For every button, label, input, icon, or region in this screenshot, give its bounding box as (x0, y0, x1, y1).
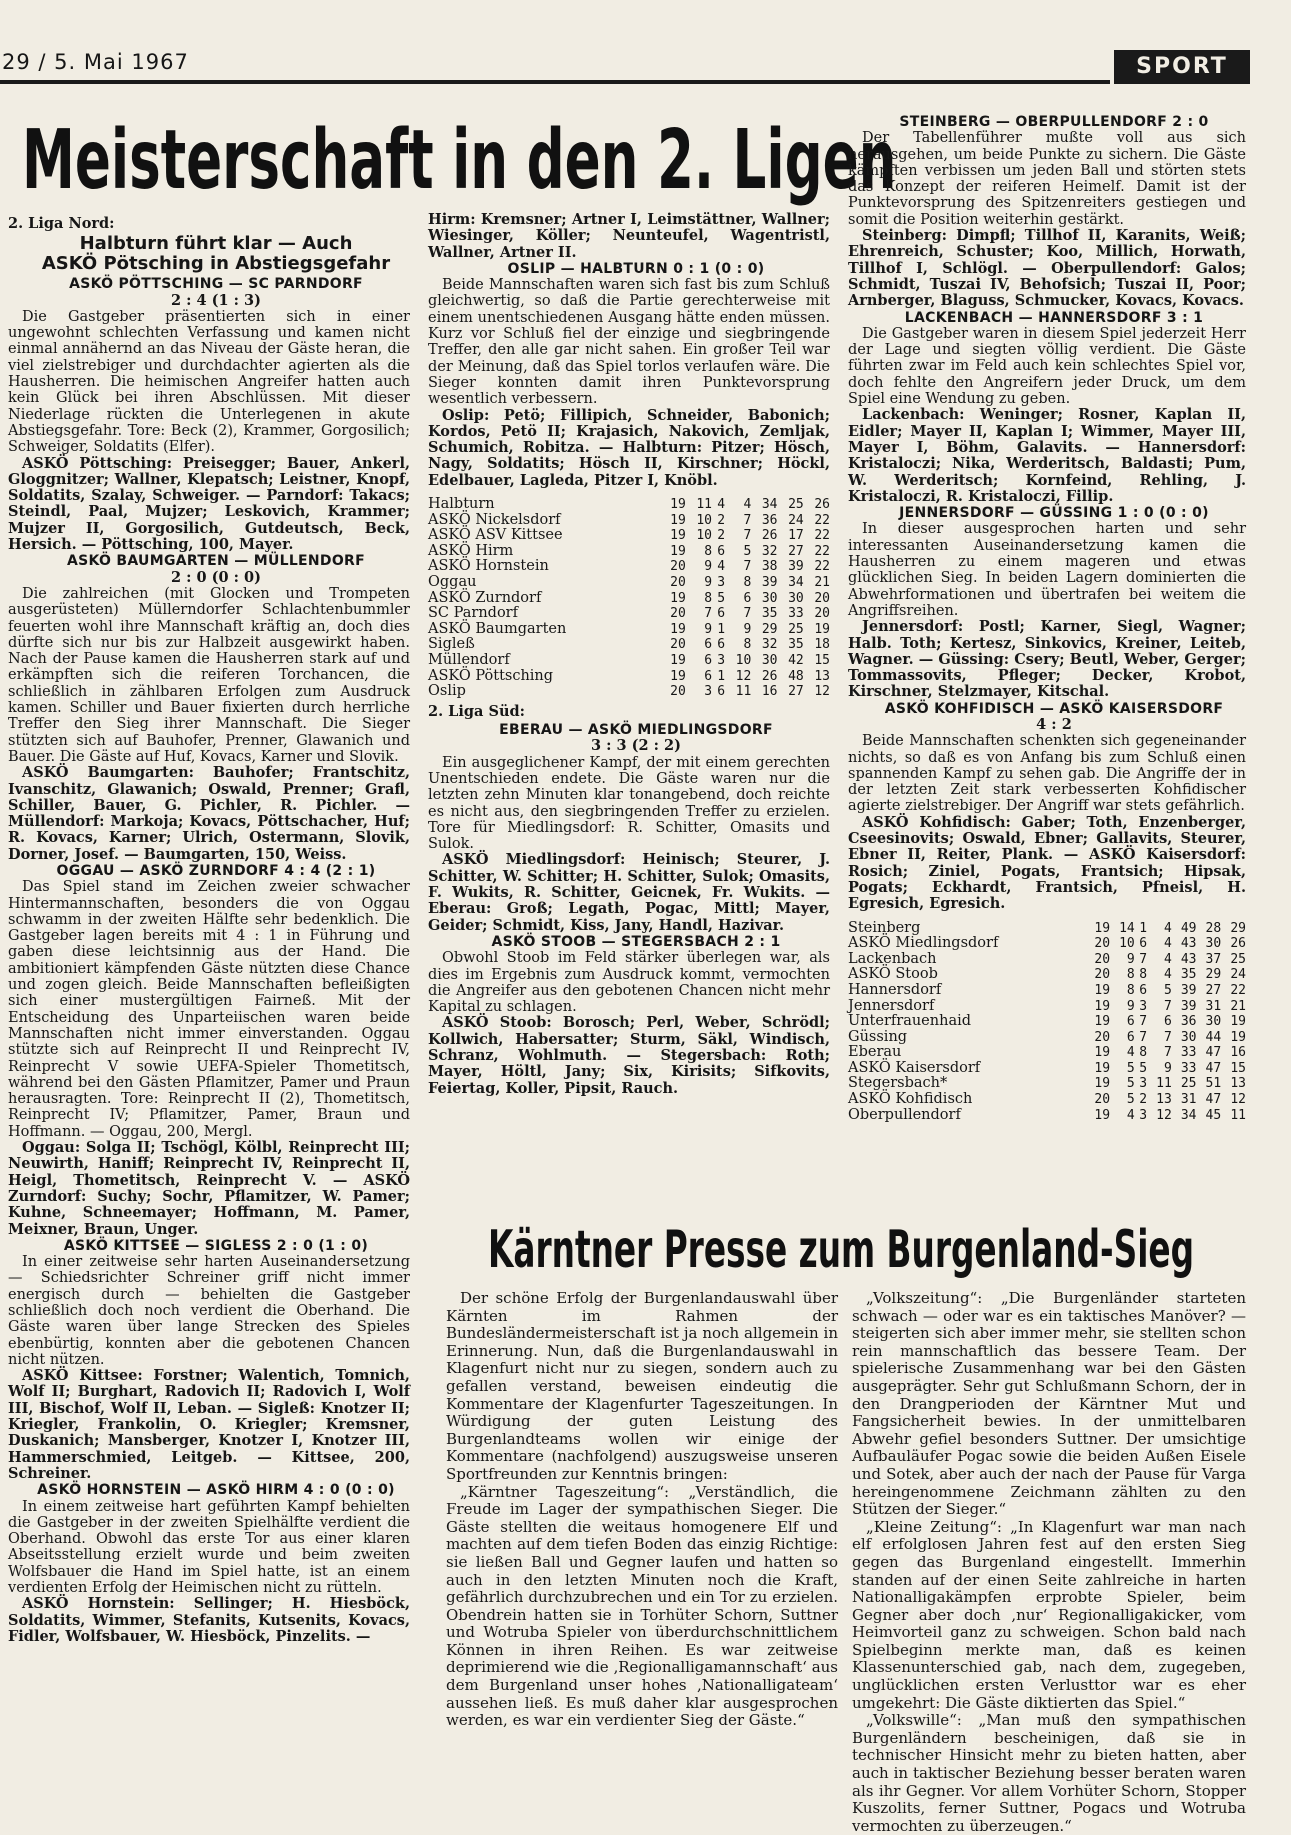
presse-column-1 (446, 1290, 838, 1730)
match-score: 4 : 2 (1036, 715, 1072, 733)
team-name: Oggau (428, 574, 477, 591)
team-name: Hannersdorf (848, 981, 942, 998)
team-name: ASKÖ Kaisersdorf (848, 1059, 981, 1076)
standings-value: 39 (788, 559, 804, 575)
standings-value: 33 (1180, 1060, 1197, 1076)
standings-value: 10 (735, 652, 752, 668)
standings-value: 19 (1094, 920, 1111, 936)
standings-value: 2 (1139, 1092, 1148, 1108)
standings-value: 32 (761, 637, 778, 653)
standings-value: 4 (1163, 951, 1172, 967)
standings-value: 11 (735, 684, 752, 700)
standings-value: 18 (814, 637, 830, 653)
presse-headline: Kärntner Presse zum Burgenland-Sieg (488, 1220, 1195, 1280)
standings-value: 30 (1180, 1029, 1197, 1045)
match-lineup: Oggau: Solga II; Tschögl, Kölbl, Reinprecht III; Neuwirth, Haniff; Reinprecht IV, Reinprecht II, Heigl, Thometitsch, Reinprecht V. — ASKÖ Zurndorf: Suchy; Sochr, Pflamitzer, W. Pamer; Kuhne, Schneemayer; Hoffmann, M. Pamer, Meixner, Braun, Unger. (8, 1139, 410, 1238)
standings-row (428, 637, 830, 653)
match-report: Die Gastgeber präsentierten sich in einer ungewohnt schlechten Verfassung und kamen nicht einmal annähernd an das Niveau der Gäste heran, die viel zielstrebiger und durchdachter agierten als die Hausherren. Die heimischen Angreifer hatten auch kein Glück bei ihren Abschlüssen. Mit dieser Niederlage rückten die Unterlegenen in akute Abstiegsgefahr. Tore: Beck (2), Krammer, Gorgosilich; Schweiger, Soldatits (Elfer). (8, 308, 410, 456)
standings-row (848, 1076, 1246, 1092)
team-name: ASKÖ Miedlingsdorf (848, 935, 999, 952)
standings-value: 4 (1163, 936, 1172, 952)
standings-value: 6 (717, 684, 726, 700)
standings-value: 1 (717, 621, 726, 637)
standings-value: 4 (1126, 1045, 1135, 1061)
standings-value: 20 (670, 637, 686, 653)
standings-value: 19 (1094, 1076, 1111, 1092)
standings-value: 8 (1126, 967, 1135, 983)
standings-value: 30 (1205, 1014, 1222, 1030)
match-lineup: ASKÖ Miedlingsdorf: Heinisch; Steurer, J. Schitter, W. Schitter; H. Schitter, Sulok; Omasits, F. Wukits, R. Schitter, Geicnek, Fr. Wukits. — Eberau: Groß; Legath, Pogac, Mittl; Mayer, Geider; Schmidt, Kiss, Jany, Handl, Hazivar. (428, 851, 830, 934)
standings-value: 3 (1139, 1107, 1148, 1123)
standings-value: 20 (1094, 936, 1111, 952)
standings-value: 5 (1163, 982, 1172, 998)
standings-value: 48 (788, 668, 804, 684)
standings-value: 35 (761, 606, 778, 622)
match-report: Die Gastgeber waren in diesem Spiel jederzeit Herr der Lage und siegten völlig verdient. Die Gäste führten zwar im Feld auch kein schlechtes Spiel vor, doch fehlte den Angreifern jeder Druck, um dem Spiel eine Wendung zu geben. (848, 325, 1246, 408)
standings-value: 34 (1180, 1107, 1197, 1123)
match-title: OSLIP — HALBTURN 0 : 1 (0 : 0) (507, 260, 765, 277)
standings-value: 47 (1205, 1092, 1222, 1108)
team-name: ASKÖ Baumgarten (428, 620, 567, 637)
standings-value: 30 (761, 652, 778, 668)
standings-value: 29 (1205, 967, 1222, 983)
standings-value: 4 (1126, 1107, 1135, 1123)
standings-value: 19 (1094, 1045, 1111, 1061)
standings-value: 20 (1094, 1092, 1111, 1108)
standings-value: 6 (1126, 1029, 1135, 1045)
standings-row (848, 952, 1246, 968)
team-name: Müllendorf (428, 651, 510, 668)
standings-value: 19 (1230, 1014, 1246, 1030)
standings-value: 30 (1205, 936, 1222, 952)
team-name: ASKÖ Zurndorf (428, 589, 542, 606)
standings-value: 7 (1139, 1029, 1148, 1045)
standings-value: 4 (1163, 967, 1172, 983)
standings-row (848, 1030, 1246, 1046)
standings-value: 38 (761, 559, 778, 575)
match-report: Das Spiel stand im Zeichen zweier schwacher Hintermannschaften, besonders die von Oggau schwamm in der zweiten Hälfte sehr bedenklich. Die Gastgeber lagen bereits mit 4 : 1 in Führung und gaben diese leichtsinnig aus der Hand. Die ambitioniert kämpfenden Gäste nützten diese Chance und zogen gleich. Beide Mannschaften befleißigten sich einer mustergültigen Fairneß. Mit der Entscheidung des Unparteiischen waren beide Mannschaften nicht immer einverstanden. Oggau stützte sich auf Reinprecht II und Reinprecht IV, Reinprecht V sowie UEFA-Spieler Thometitsch, während bei den Gästen Pflamitzer, Pamer und Praun herausragten. Tore: Reinprecht II (2), Thometitsch, Reinprecht IV; Pflamitzer, Pamer, Braun und Hoffmann. — Oggau, 200, Mergl. (8, 879, 410, 1140)
standings-value: 26 (761, 528, 778, 544)
header-rule (0, 80, 1110, 84)
standings-value: 7 (1163, 1029, 1172, 1045)
presse-paragraph: „Kärntner Tageszeitung“: „Verständlich, die Freude im Lager der sympathischen Sieger. Die Gäste stellten die weitaus homogenere Elf und machten auf dem tiefen Boden das einzig Richtige: sie ließen Ball und Gegner laufen und hatten so auch in den letzten Minuten noch die Kraft, gefährlich durchzubrechen und ein Tor zu erzielen. Obendrein hatten sie in Torhüter Schorn, Suttner und Wotruba Spieler von überdurchschnittlichem Können in ihren Reihen. Es war zeitweise deprimierend wie die ‚Regionalligamannschaft‘ aus dem Burgenland unser hohes ‚Nationalligateam‘ aussehen ließ. Es muß daher klar ausgesprochen werden, es war ein verdienter Sieg der Gäste.“ (446, 1482, 838, 1730)
match-report: Obwohl Stoob im Feld stärker überlegen war, als dies im Ergebnis zum Ausdruck kommt, vermochten die Angreifer aus den gebotenen Chancen nicht mehr Kapital zu schlagen. (428, 950, 830, 1016)
standings-value: 3 (717, 652, 726, 668)
standings-value: 17 (788, 528, 804, 544)
team-name: Oslip (428, 683, 466, 700)
presse-paragraph: „Volkswille“: „Man muß den sympathischen Burgenländern bescheinigen, daß sie in technischer Hinsicht mehr zu bieten hatten, aber auch in taktischer Beziehung besser beraten waren als ihr Gegner. Vor allem Vorhüter Schorn, Stopper Kuszolits, ferner Suttner, Pogacs und Wotruba vermochten zu überzeugen.“ (852, 1711, 1246, 1835)
standings-value: 19 (670, 652, 686, 668)
match-report: Beide Mannschaften waren sich fast bis zum Schluß gleichwertig, so daß die Partie gerechterweise mit einem unentschiedenen Ausgang hätte enden müssen. Kurz vor Schluß fiel der einzige und siegbringende Treffer, den alle gar nicht sahen. Ein großer Teil war der Meinung, daß das Spiel torlos verlaufen wäre. Die Sieger konnten damit ihren Punktevorsprung wesentlich verbessern. (428, 277, 830, 408)
standings-row (428, 653, 830, 669)
team-name: Steinberg (848, 919, 921, 936)
team-name: Stegersbach* (848, 1075, 948, 1092)
standings-value: 6 (1139, 936, 1148, 952)
match-lineup: Lackenbach: Weninger; Rosner, Kaplan II, Eidler; Mayer II, Kaplan I; Wimmer, Mayer III, Mayer I, Böhm, Galavits. — Hannersdorf: Kristaloczi; Nika, Werderitsch, Baldasti; Pum, W. Werderitsch; Kornfeind, Rehling, J. Kristaloczi, R. Kristaloczi, Fillip. (848, 406, 1246, 505)
standings-table-nord (428, 497, 830, 700)
standings-value: 12 (735, 668, 752, 684)
team-name: ASKÖ ASV Kittsee (428, 527, 563, 544)
standings-value: 7 (743, 559, 752, 575)
standings-value: 7 (704, 606, 713, 622)
standings-value: 20 (1094, 1029, 1111, 1045)
standings-value: 25 (788, 497, 804, 513)
standings-value: 15 (814, 652, 830, 668)
column-3 (848, 114, 1246, 1127)
standings-value: 43 (1180, 951, 1197, 967)
team-name: Güssing (848, 1028, 908, 1045)
presse-column-2 (852, 1290, 1246, 1835)
match-report: Die zahlreichen (mit Glocken und Trompeten ausgerüsteten) Müllerndorfer Schlachtenbummler feuerten wohl ihre Mannschaft kräftig an, doch dies dürfte sich nur bis zur Halbzeit ausgewirkt haben. Nach der Pause kamen die Hausherren stark auf und erkämpften sich die reiferen Torchancen, die schließlich in zählbaren Erfolgen zum Ausdruck kamen. Schiller und Bauer fixierten durch herrliche Treffer den Sieg ihrer Mannschaft. Die Sieger stützten sich auf Bauhofer, Prenner, Glawanich und Bauer. Die Gäste auf Huf, Kovacs, Karner und Slovik. (8, 585, 410, 765)
match-lineup: Hirm: Kremsner; Artner I, Leimstättner, Wallner; Wiesinger, Köller; Neunteufel, Wagentristl, Wallner, Artner II. (428, 211, 830, 261)
standings-value: 36 (761, 512, 778, 528)
page-header (0, 50, 1250, 84)
team-name: SC Parndorf (428, 605, 518, 622)
standings-value: 19 (670, 512, 686, 528)
standings-value: 44 (1205, 1029, 1222, 1045)
standings-value: 25 (1230, 951, 1246, 967)
standings-value: 10 (696, 512, 713, 528)
standings-value: 6 (704, 668, 713, 684)
standings-value: 13 (1156, 1092, 1172, 1108)
standings-value: 25 (1180, 1076, 1197, 1092)
team-name: Unterfrauenhaid (848, 1013, 972, 1030)
standings-value: 39 (1180, 982, 1197, 998)
standings-row (848, 983, 1246, 999)
team-name: Oberpullendorf (848, 1106, 961, 1123)
standings-value: 20 (670, 684, 686, 700)
standings-row (848, 967, 1246, 983)
standings-row (428, 669, 830, 685)
standings-value: 6 (717, 606, 726, 622)
standings-value: 47 (1205, 1060, 1222, 1076)
standings-value: 21 (814, 575, 830, 591)
match-lineup: Oslip: Petö; Fillipich, Schneider, Babonich; Kordos, Petö II; Krajasich, Nakovich, Zemljak, Schumich, Robitza. — Halbturn: Pitzer; Hösch, Nagy, Soldatits; Hösch II, Kirschner; Höckl, Edelbauer, Lagleda, Pitzer I, Knöbl. (428, 406, 830, 489)
standings-value: 6 (717, 543, 726, 559)
standings-value: 19 (670, 668, 686, 684)
standings-table-sued (848, 921, 1246, 1124)
standings-row (428, 622, 830, 638)
standings-value: 7 (743, 528, 752, 544)
team-name: ASKÖ Hirm (428, 542, 514, 559)
match-title: LACKENBACH — HANNERSDORF 3 : 1 (904, 309, 1204, 326)
standings-value: 14 (1119, 920, 1135, 936)
match-lineup: Jennersdorf: Postl; Karner, Siegl, Wagner; Halb. Toth; Kertesz, Sinkovics, Kreiner, Leiteb, Wagner. — Güssing: Csery; Beutl, Weber, Gerger; Tommassovits, Pfleger; Decker, Krobot, Kirschner, Stelzmayer, Kitschal. (848, 618, 1246, 701)
standings-value: 9 (704, 575, 713, 591)
standings-value: 20 (1094, 967, 1111, 983)
standings-row (428, 684, 830, 700)
standings-value: 9 (1126, 998, 1135, 1014)
match-title: ASKÖ PÖTTSCHING — SC PARNDORF (69, 276, 363, 293)
standings-value: 31 (1180, 1092, 1197, 1108)
standings-value: 1 (717, 668, 726, 684)
standings-value: 5 (717, 590, 726, 606)
match-report: Der Tabellenführer mußte voll aus sich herausgehen, um beide Punkte zu sichern. Die Gäste kämpften verbissen um jeden Ball und störten stets das Konzept der reiferen Heimelf. Damit ist der Punktevorsprung des Spitzenreiters gestiegen und somit die Position weiterhin gestärkt. (848, 130, 1246, 228)
standings-value: 19 (814, 621, 830, 637)
standings-value: 20 (670, 559, 686, 575)
standings-value: 10 (696, 528, 713, 544)
standings-value: 9 (704, 559, 713, 575)
standings-value: 27 (788, 543, 804, 559)
match-lineup: ASKÖ Hornstein: Sellinger; H. Hiesböck, Soldatits, Wimmer, Stefanits, Kutsenits, Kovacs, Fidler, Wolfsbauer, W. Hiesböck, Pinzelits. — (8, 1595, 410, 1645)
standings-value: 20 (814, 590, 830, 606)
standings-value: 19 (670, 543, 686, 559)
standings-row (848, 1092, 1246, 1108)
standings-value: 25 (788, 621, 804, 637)
standings-value: 12 (1230, 1092, 1246, 1108)
section-label: SPORT (1114, 50, 1250, 84)
standings-value: 34 (761, 497, 778, 513)
standings-value: 8 (743, 575, 752, 591)
standings-value: 26 (1230, 936, 1246, 952)
standings-row (428, 591, 830, 607)
standings-value: 30 (788, 590, 804, 606)
standings-value: 9 (704, 621, 713, 637)
page-date: 29 / 5. Mai 1967 (2, 50, 189, 74)
match-report: Beide Mannschaften schenkten sich gegeneinander nichts, so daß es von Anfang bis zum Schluß einen spannenden Kampf zu sehen gab. Die Angriffe der in der letzten Zeit stark verbesserten Kohfidischer agierte zielstrebiger. Der Angriff war stets gefährlich. (848, 733, 1246, 815)
standings-value: 27 (788, 684, 804, 700)
standings-value: 19 (670, 621, 686, 637)
presse-paragraph: „Volkszeitung“: „Die Burgenländer starteten schwach — oder war es ein taktisches Manöver? — steigerten sich aber immer mehr, sie stellten schon rein mannschaftlich das bessere Team. Der spielerische Zusammenhang war bei den Gästen ausgeprägter. Sehr gut Schlußmann Schorn, der in den Drangperioden der Kärntner Mut und Fangsicherheit bewies. In der unmittelbaren Abwehr gefiel besonders Suttner. Der umsichtige Aufbauläufer Pogac sowie die beiden Außen Eisele und Sotek, aber auch der nach der Pause für Varga hereingenommene Zeichmann zählten zu den Stützen der Sieger.“ (852, 1289, 1246, 1519)
team-name: Lackenbach (848, 950, 937, 967)
standings-value: 31 (1205, 998, 1222, 1014)
standings-value: 26 (761, 668, 778, 684)
standings-value: 47 (1205, 1045, 1222, 1061)
standings-value: 43 (1180, 936, 1197, 952)
standings-value: 19 (1094, 1107, 1111, 1123)
standings-value: 37 (1205, 951, 1222, 967)
standings-value: 30 (761, 590, 778, 606)
standings-value: 5 (1126, 1076, 1135, 1092)
match-title: JENNERSDORF — GÜSSING 1 : 0 (0 : 0) (899, 505, 1209, 522)
subheadline-1: Halbturn führt klar — Auch (79, 233, 353, 255)
column-1 (8, 216, 410, 1645)
standings-value: 16 (761, 684, 778, 700)
standings-value: 22 (1230, 982, 1246, 998)
standings-value: 12 (1156, 1107, 1172, 1123)
column-2 (428, 212, 830, 1097)
standings-value: 28 (1205, 920, 1222, 936)
standings-value: 12 (814, 684, 830, 700)
team-name: Halbturn (428, 496, 495, 513)
standings-value: 19 (670, 528, 686, 544)
standings-value: 36 (1180, 1014, 1197, 1030)
team-name: ASKÖ Hornstein (428, 558, 549, 575)
match-lineup: Steinberg: Dimpfl; Tillhof II, Karanits, Weiß; Ehrenreich, Schuster; Koo, Millich, Horwath, Tillhof I, Schlögl. — Oberpullendorf: Galos; Schmidt, Tuszai IV, Behofsich; Tuszai II, Poor; Arnberger, Blaguss, Schmucker, Kovacs, Kovacs. (848, 227, 1246, 310)
standings-row (428, 528, 830, 544)
match-score: 2 : 0 (0 : 0) (170, 568, 262, 586)
standings-value: 24 (788, 512, 804, 528)
standings-value: 3 (704, 684, 713, 700)
match-title: STEINBERG — OBERPULLENDORF 2 : 0 (899, 114, 1209, 130)
standings-value: 6 (743, 590, 752, 606)
standings-value: 5 (1139, 1060, 1148, 1076)
standings-value: 8 (1139, 967, 1148, 983)
standings-value: 8 (704, 590, 713, 606)
standings-value: 4 (743, 497, 752, 513)
standings-value: 42 (788, 652, 804, 668)
standings-value: 6 (704, 637, 713, 653)
standings-value: 19 (1094, 1014, 1111, 1030)
team-name: Jennersdorf (848, 997, 935, 1014)
standings-value: 19 (1094, 982, 1111, 998)
match-lineup: ASKÖ Kohfidisch: Gaber; Toth, Enzenberger, Cseesinovits; Oswald, Ebner; Gallavits, Steurer, Ebner II, Reiter, Plank. — ASKÖ Kaisersdorf: Rosich; Ziniel, Pogats, Frantsich; Hipsak, Pogats; Eckhardt, Frantsich, Pfneisl, H. Egresich, Egresich. (848, 813, 1246, 913)
standings-value: 7 (1163, 1045, 1172, 1061)
standings-row (848, 921, 1246, 937)
standings-value: 10 (1119, 936, 1135, 952)
standings-value: 4 (717, 559, 726, 575)
standings-value: 26 (814, 497, 830, 513)
match-lineup: ASKÖ Kittsee: Forstner; Walentich, Tomnich, Wolf II; Burghart, Radovich II; Radovich I, Wolf III, Bischof, Wolf II, Leban. — Sigleß: Knotzer II; Kriegler, Frankolin, O. Kriegler; Kremsner, Duskanich; Mansberger, Knotzer I, Knotzer III, Hammerschmied, Leitgeb. — Kittsee, 200, Schreiner. (8, 1367, 410, 1482)
standings-value: 6 (1126, 1014, 1135, 1030)
team-name: ASKÖ Stoob (848, 966, 938, 983)
standings-value: 6 (1163, 1014, 1172, 1030)
match-score: 3 : 3 (2 : 2) (590, 737, 682, 755)
standings-row (848, 1014, 1246, 1030)
team-name: ASKÖ Nickelsdorf (428, 511, 561, 528)
standings-value: 33 (1180, 1045, 1197, 1061)
match-report: Ein ausgeglichener Kampf, der mit einem gerechten Unentschieden endete. Die Gäste waren nur die letzten zehn Minuten klar tonangebend, doch reichte es nicht aus, den siegbringenden Treffer zu erzielen. Tore für Miedlingsdorf: R. Schitter, Omasits und Sulok. (428, 754, 830, 853)
standings-row (848, 1061, 1246, 1077)
standings-value: 19 (1094, 1060, 1111, 1076)
match-title: ASKÖ BAUMGARTEN — MÜLLENDORF (66, 553, 366, 570)
match-title: EBERAU — ASKÖ MIEDLINGSDORF (499, 722, 773, 739)
standings-value: 20 (1094, 951, 1111, 967)
standings-value: 8 (1139, 1045, 1148, 1061)
standings-value: 8 (743, 637, 752, 653)
standings-value: 19 (670, 497, 686, 513)
standings-value: 22 (814, 559, 830, 575)
standings-row (428, 559, 830, 575)
standings-value: 7 (743, 606, 752, 622)
standings-row (428, 575, 830, 591)
match-report: In einer zeitweise sehr harten Auseinandersetzung — Schiedsrichter Schreiner griff nicht immer energisch durch — behielten die Gastgeber schließlich doch noch verdient die Oberhand. Die Gäste waren über lange Strecken des Spieles ebenbürtig, konnten aber die gebotenen Chancen nicht nützen. (8, 1254, 410, 1368)
team-name: Sigleß (428, 636, 475, 653)
standings-row (848, 1108, 1246, 1124)
team-name: ASKÖ Kohfidisch (848, 1091, 973, 1108)
standings-value: 33 (788, 606, 804, 622)
standings-value: 19 (1230, 1029, 1246, 1045)
standings-value: 45 (1205, 1107, 1222, 1123)
match-lineup: ASKÖ Pöttsching: Preisegger; Bauer, Ankerl, Gloggnitzer; Wallner, Klepatsch; Leistner, Knopf, Soldatits, Szalay, Schweiger. — Parndorf: Takacs; Steindl, Paal, Mujzer; Leskovich, Krammer; Mujzer II, Gorgosilich, Gutdeutsch, Beck, Hersich. — Pöttsching, 100, Mayer. (8, 454, 410, 554)
match-lineup: ASKÖ Stoob: Borosch; Perl, Weber, Schrödl; Kollwich, Habersatter; Sturm, Säkl, Windisch, Schranz, Wohlmuth. — Stegersbach: Roth; Mayer, Höltl, Jany; Six, Kirisits; Sifkovits, Feiertag, Koller, Pipsit, Rauch. (428, 1014, 830, 1097)
standings-value: 8 (1126, 982, 1135, 998)
standings-value: 3 (717, 575, 726, 591)
standings-value: 20 (670, 606, 686, 622)
standings-value: 22 (814, 512, 830, 528)
standings-row (848, 999, 1246, 1015)
standings-value: 11 (1156, 1076, 1172, 1092)
standings-row (848, 936, 1246, 952)
standings-value: 39 (1180, 998, 1197, 1014)
match-report: In dieser ausgesprochen harten und sehr interessanten Auseinandersetzung kamen die Hausherren zu einem mageren und etwas glücklichen Sieg. In beiden Lagern dominierten die Abwehrformationen und übertrafen bei weitem die Angriffsreihen. (848, 521, 1246, 619)
standings-value: 1 (1139, 920, 1148, 936)
standings-value: 35 (1180, 967, 1197, 983)
subheadline-2: ASKÖ Pötsching in Abstiegsgefahr (41, 253, 391, 275)
standings-value: 51 (1205, 1076, 1222, 1092)
standings-value: 22 (814, 528, 830, 544)
standings-value: 5 (743, 543, 752, 559)
standings-value: 4 (1163, 920, 1172, 936)
standings-value: 16 (1230, 1045, 1246, 1061)
standings-value: 19 (1094, 998, 1111, 1014)
match-report: In einem zeitweise hart geführten Kampf behielten die Gastgeber in der zweiten Spielhälfte verdient die Oberhand. Obwohl das erste Tor aus einer klaren Abseitsstellung erzielt wurde und beim zweiten Wolfsbauer die Hand im Spiel hatte, ist an einem verdienten Erfolg der Heimischen nicht zu rütteln. (8, 1498, 410, 1597)
standings-row (428, 497, 830, 513)
standings-value: 13 (1230, 1076, 1246, 1092)
team-name: ASKÖ Pöttsching (428, 667, 554, 684)
match-title: OGGAU — ASKÖ ZURNDORF 4 : 4 (2 : 1) (56, 862, 376, 879)
standings-value: 7 (1163, 998, 1172, 1014)
standings-value: 7 (1139, 1014, 1148, 1030)
standings-value: 6 (704, 652, 713, 668)
presse-paragraph: Der schöne Erfolg der Burgenlandauswahl über Kärnten im Rahmen der Bundesländermeisterschaft ist ja noch allgemein in Erinnerung. Nun, daß die Burgenlandauswahl in Klagenfurt nicht nur zu siegen, sondern auch zu gefallen verstand, beweisen eindeutig die Kommentare der Klagenfurter Tageszeitungen. In Würdigung der guten Leistung des Burgenlandteams wollen wir einige der Kommentare (nachfolgend) auszugsweise unseren Sportfreunden zur Kenntnis bringen: (446, 1289, 838, 1483)
standings-value: 11 (696, 497, 713, 513)
standings-value: 24 (1230, 967, 1246, 983)
standings-value: 3 (1139, 998, 1148, 1014)
standings-value: 3 (1139, 1076, 1148, 1092)
standings-value: 6 (1139, 982, 1148, 998)
standings-row (428, 606, 830, 622)
standings-value: 20 (670, 575, 686, 591)
standings-value: 9 (743, 621, 752, 637)
standings-value: 22 (814, 543, 830, 559)
standings-value: 27 (1205, 982, 1222, 998)
standings-value: 13 (814, 668, 830, 684)
match-title: ASKÖ STOOB — STEGERSBACH 2 : 1 (491, 933, 781, 950)
main-headline: Meisterschaft in den 2. Ligen (22, 113, 897, 208)
match-lineup: ASKÖ Baumgarten: Bauhofer; Frantschitz, Ivanschitz, Glawanich; Oswald, Prenner; Grafl, Schiller, Bauer, G. Pichler, R. Pichler. — Müllendorf: Markoja; Kovacs, Pöttschacher, Huf; R. Kovacs, Karner; Ulrich, Ostermann, Slovik, Dorner, Josef. — Baumgarten, 150, Weiss. (8, 764, 410, 863)
standings-value: 9 (1126, 951, 1135, 967)
standings-value: 7 (743, 512, 752, 528)
standings-value: 39 (761, 575, 778, 591)
team-name: Eberau (848, 1044, 902, 1061)
standings-value: 5 (1126, 1060, 1135, 1076)
match-title: ASKÖ KITTSEE — SIGLESS 2 : 0 (1 : 0) (63, 1237, 369, 1254)
standings-row (848, 1045, 1246, 1061)
standings-value: 8 (704, 543, 713, 559)
league-nord-label: 2. Liga Nord: (8, 215, 115, 232)
league-sued-label: 2. Liga Süd: (428, 702, 525, 720)
standings-value: 35 (788, 637, 804, 653)
standings-value: 11 (1230, 1107, 1246, 1123)
standings-value: 4 (717, 497, 726, 513)
standings-value: 29 (1230, 920, 1246, 936)
standings-value: 20 (814, 606, 830, 622)
standings-value: 19 (670, 590, 686, 606)
standings-value: 34 (788, 575, 804, 591)
standings-value: 21 (1230, 998, 1246, 1014)
match-title: ASKÖ HORNSTEIN — ASKÖ HIRM 4 : 0 (0 : 0) (37, 1482, 395, 1499)
presse-paragraph: „Kleine Zeitung“: „In Klagenfurt war man nach elf erfolglosen Jahren fest auf den ersten Sieg gegen das Burgenland eingestellt. Immerhin standen auf der einen Seite zahlreiche in harten Nationalligakämpfen erprobte Spieler, beim Gegner aber doch ‚nur‘ Regionalligakicker, vom Heimvorteil ganz zu schweigen. Schon bald nach Spielbeginn merkte man, daß es keinen Klassenunterschied gab, nach dem, zugegeben, unglücklichen ersten Verlusttor war es eher umgekehrt: Die Gäste diktierten das Spiel.“ (852, 1517, 1246, 1712)
standings-value: 15 (1230, 1060, 1246, 1076)
standings-value: 9 (1163, 1060, 1172, 1076)
standings-value: 6 (717, 637, 726, 653)
standings-value: 5 (1126, 1092, 1135, 1108)
standings-value: 7 (1139, 951, 1148, 967)
match-title: ASKÖ KOHFIDISCH — ASKÖ KAISERSDORF (884, 700, 1224, 717)
standings-value: 32 (761, 543, 778, 559)
standings-value: 49 (1180, 920, 1197, 936)
standings-value: 2 (717, 512, 726, 528)
standings-value: 2 (717, 528, 726, 544)
standings-row (428, 513, 830, 529)
standings-value: 29 (761, 621, 778, 637)
match-score: 2 : 4 (1 : 3) (170, 291, 262, 309)
